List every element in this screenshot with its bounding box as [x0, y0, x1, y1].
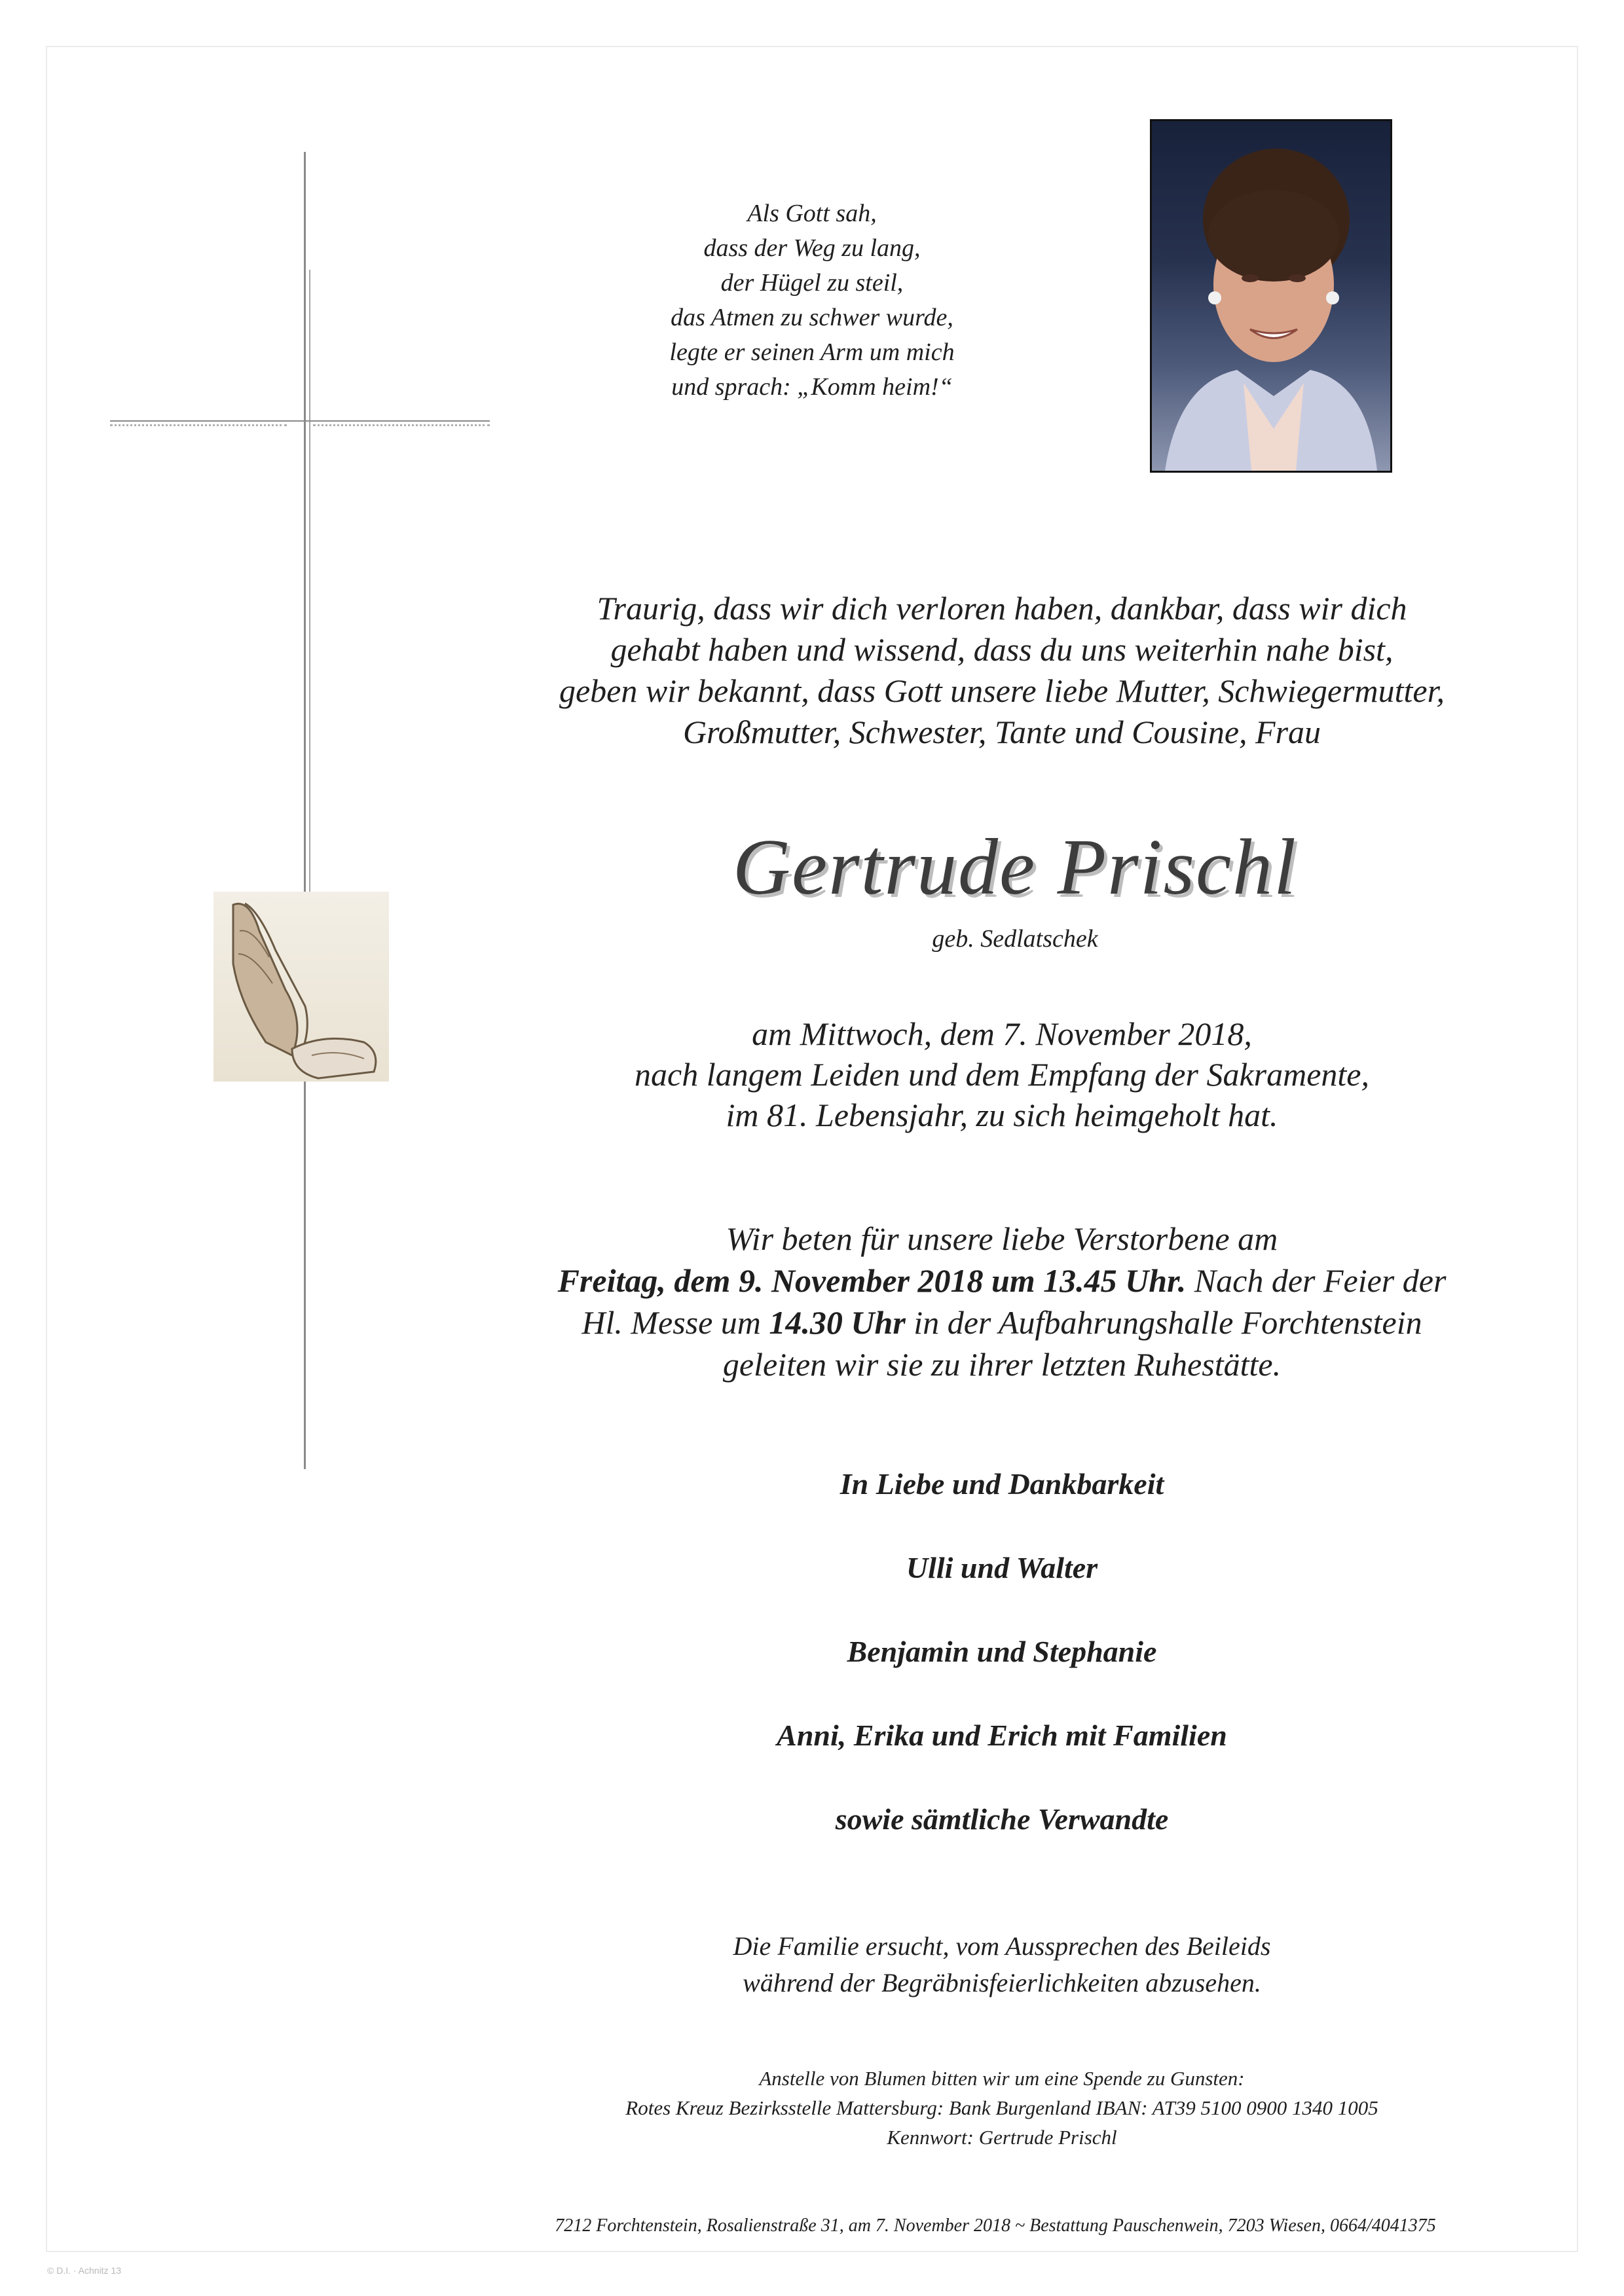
service-date: Freitag, dem 9. November 2018 um 13.45 Uhr. [557, 1262, 1187, 1299]
donation-line: Kennwort: Gertrude Prischl [887, 2126, 1117, 2149]
portrait-figure [1152, 121, 1390, 471]
service-time: 14.30 Uhr [769, 1304, 906, 1341]
signature-line: In Liebe und Dankbarkeit [840, 1467, 1164, 1501]
poem [589, 196, 1035, 405]
condolence-request [524, 1928, 1480, 2001]
maiden-name: geb. Sedlatschek [932, 925, 1098, 953]
praying-hands-icon [213, 892, 389, 1082]
signature-line: Anni, Erika und Erich mit Familien [777, 1719, 1227, 1752]
service-line: Wir beten für unsere liebe Verstorbene am [726, 1220, 1278, 1257]
poem-line: Als Gott sah, [747, 200, 877, 227]
deceased-name: Gertrude Prischl [732, 823, 1298, 911]
signature-line: sowie sämtliche Verwandte [835, 1802, 1169, 1836]
intro-line: Großmutter, Schwester, Tante und Cousine, Frau [682, 714, 1321, 750]
footer-address: 7212 Forchtenstein, Rosalienstraße 31, am 7. November 2018 ~ Bestattung Pauschenwein, 7203 Wiesen, 0664/4041375 [555, 2215, 1436, 2236]
cross-icon [300, 152, 314, 1469]
poem-line: dass der Weg zu lang, [703, 234, 921, 262]
death-line: im 81. Lebensjahr, zu sich heimgeholt hat. [726, 1097, 1278, 1133]
poem-line: das Atmen zu schwer wurde, [671, 304, 953, 331]
death-line: am Mittwoch, dem 7. November 2018, [752, 1015, 1252, 1052]
request-line: Die Familie ersucht, vom Aussprechen des Beileids [733, 1931, 1271, 1961]
signature-line: Ulli und Walter [906, 1551, 1098, 1584]
service-info [458, 1218, 1545, 1385]
request-line: während der Begräbnisfeierlichkeiten abzusehen. [743, 1968, 1261, 1997]
intro-line: geben wir bekannt, dass Gott unsere liebe Mutter, Schwiegermutter, [559, 672, 1445, 709]
service-text: Hl. Messe um [581, 1304, 769, 1341]
donation-line: Anstelle von Blumen bitten wir um eine Spende zu Gunsten: [759, 2067, 1245, 2090]
intro-line: gehabt haben und wissend, dass du uns weiterhin nahe bist, [610, 631, 1393, 668]
service-line [458, 1302, 1545, 1343]
poem-line: der Hügel zu steil, [720, 269, 904, 297]
poem-line: und sprach: „Komm heim!“ [671, 373, 953, 401]
poem-line: legte er seinen Arm um mich [669, 338, 955, 366]
service-line: geleiten wir sie zu ihrer letzten Ruhestätte. [722, 1346, 1282, 1383]
corner-mark: © D.I. · Achnitz 13 [47, 2265, 122, 2276]
death-notice [458, 1013, 1545, 1135]
praying-hands-image [213, 892, 389, 1082]
cross-crossbar [110, 416, 490, 431]
intro-line: Traurig, dass wir dich verloren haben, dankbar, dass wir dich [597, 590, 1407, 627]
donation-info [426, 2064, 1578, 2152]
signature-line: Benjamin und Stephanie [847, 1635, 1157, 1668]
intro-text [458, 588, 1545, 753]
service-text: Nach der Feier der [1186, 1262, 1447, 1299]
donation-line: Rotes Kreuz Bezirksstelle Mattersburg: Bank Burgenland IBAN: AT39 5100 0900 1340 1005 [625, 2096, 1378, 2119]
portrait-photo [1150, 119, 1392, 473]
death-line: nach langem Leiden und dem Empfang der Sakramente, [635, 1056, 1369, 1093]
service-line [458, 1260, 1545, 1302]
service-text: in der Aufbahrungshalle Forchtenstein [905, 1304, 1422, 1341]
